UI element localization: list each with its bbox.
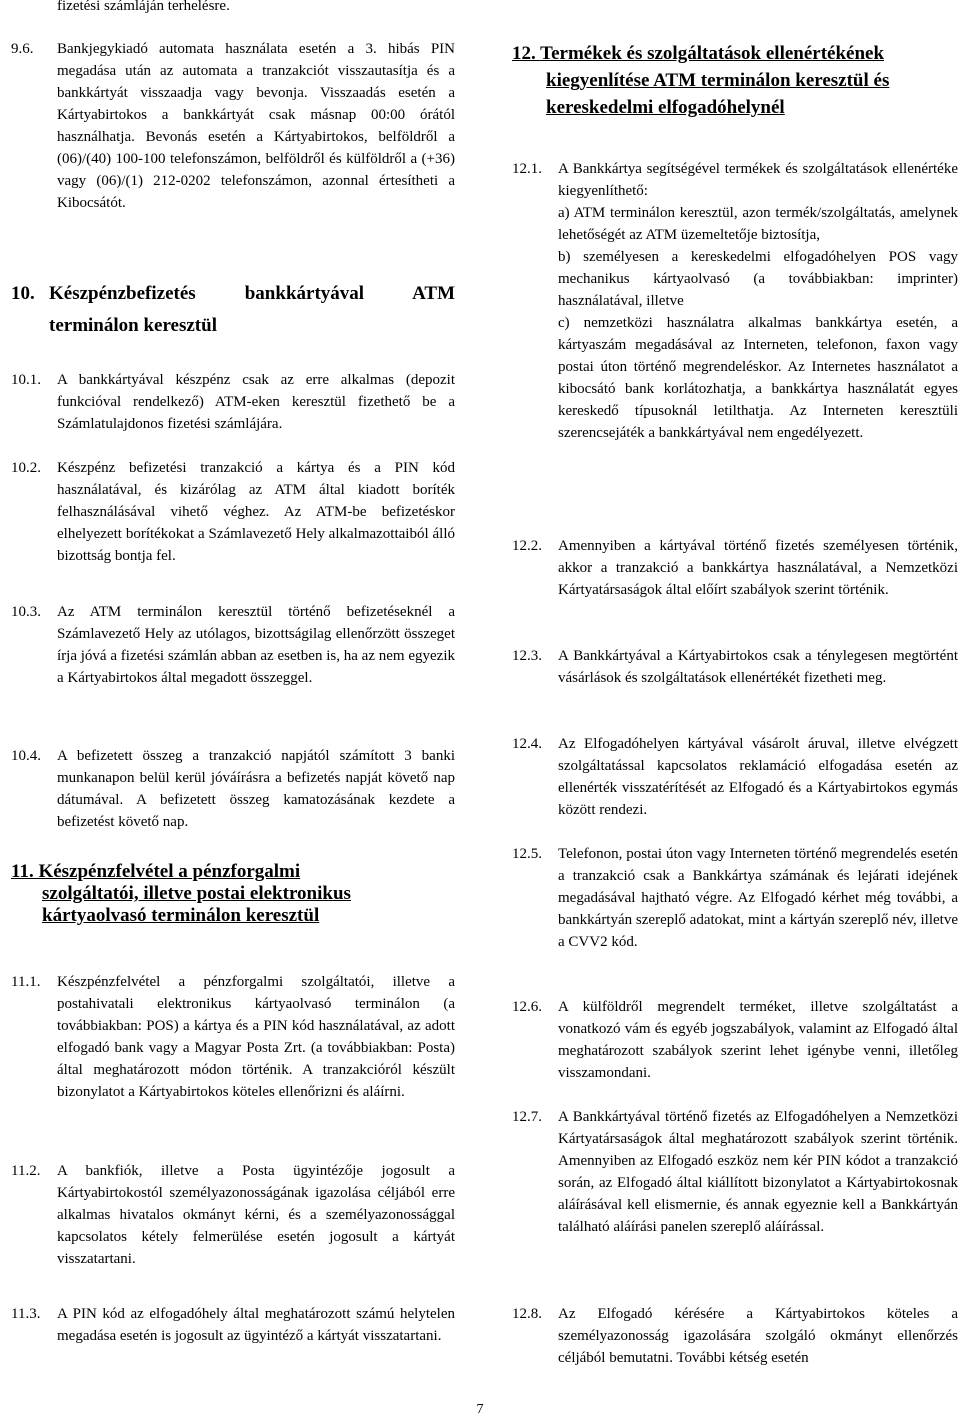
paragraph-number: 12.8. <box>512 1306 542 1322</box>
paragraph-number: 12.1. <box>512 161 542 177</box>
paragraph-text: Az ATM terminálon keresztül történő befizetéseknél a Számlavezető Hely az utólagos, bizottságilag ellenőrzött összeget írja jóvá a fizetési számlán abban az esetben is, ha az nem egyezik a Kártyabirtokos által megadott összeggel. <box>57 604 455 686</box>
paragraph-12-3 <box>512 645 958 689</box>
section-title-line-3: kártyaolvasó terminálon keresztül <box>42 905 320 926</box>
paragraph-10-4 <box>11 745 455 833</box>
paragraph-number: 12.2. <box>512 538 542 554</box>
paragraph-text: A befizetett összeg a tranzakció napjától számított 3 banki munkanapon belül kerül jóváírásra a befizetés napját követő nap dátumával. A befizetett összeg kamatozásának kezdete a befizetést követő nap. <box>57 748 455 830</box>
paragraph-number: 12.7. <box>512 1109 542 1125</box>
paragraph-intro: A Bankkártya segítségével termékek és szolgáltatások ellenértéke kiegyenlíthető: <box>558 161 958 199</box>
paragraph-10-3 <box>11 601 455 689</box>
paragraph-text: Az Elfogadó kérésére a Kártyabirtokos köteles a személyazonosság igazolására szolgáló okmányt ellenőrzés céljából bemutatni. További kétség esetén <box>558 1306 958 1366</box>
paragraph-10-2 <box>11 457 455 567</box>
list-item-b: b) személyesen a kereskedelmi elfogadóhelyen POS vagy mechanikus kártyaolvasó (a továbbiakban: imprinter) használatával, illetve <box>558 249 958 309</box>
paragraph-9-6 <box>11 38 455 214</box>
paragraph-text: Amennyiben a kártyával történő fizetés személyesen történik, akkor a tranzakció a bankkártya használatával, a Nemzetközi Kártyatársaságok által előírt szabályok szerint történik. <box>558 538 958 598</box>
paragraph-number: 12.5. <box>512 846 542 862</box>
paragraph-number: 11.1. <box>11 974 41 990</box>
section-title-line-2: szolgáltatói, illetve postai elektronikus <box>42 883 351 904</box>
paragraph-number: 10.4. <box>11 748 41 764</box>
paragraph-number: 10.2. <box>11 460 41 476</box>
paragraph-text: A PIN kód az elfogadóhely által meghatározott számú helytelen megadása esetén is jogosult az ügyintéző a kártyát visszatartani. <box>57 1306 455 1344</box>
paragraph-number: 11.2. <box>11 1163 41 1179</box>
paragraph-11-2 <box>11 1160 455 1270</box>
section-title-line-1: 11. Készpénzfelvétel a pénzforgalmi <box>11 861 301 882</box>
list-item-a: a) ATM terminálon keresztül, azon termék/szolgáltatás, amelynek lehetőségét az ATM üzemeltetője biztosítja, <box>558 205 958 243</box>
paragraph-12-6 <box>512 996 958 1084</box>
paragraph-11-3 <box>11 1303 455 1347</box>
paragraph-text: A külföldről megrendelt terméket, illetve szolgáltatást a vonatkozó vám és egyéb jogszabályok, valamint az Elfogadó által meghatározott szabályok szerint lehet igénybe venni, illetőleg visszamondani. <box>558 999 958 1081</box>
paragraph-text: A bankkártyával készpénz csak az erre alkalmas (depozit funkcióval rendelkező) ATM-eken keresztül fizethető be a Számlatulajdonos fizetési számlájára. <box>57 372 455 432</box>
paragraph-12-4 <box>512 733 958 821</box>
section-title-line-2: kiegyenlítése ATM terminálon keresztül és <box>546 70 890 91</box>
paragraph-text: Készpénzfelvétel a pénzforgalmi szolgáltatói, illetve a postahivatali elektronikus kártyaolvasó terminálon (a továbbiakban: POS) a kártya és a PIN kód használatával, az adott elfogadó bank vagy a Magyar Posta Zrt. (a továbbiakban: Posta) által meghatározott módon történik. A tranzakcióról készült bizonylatot a Kártyabirtokos köteles ellenőrizni és aláírni. <box>57 974 455 1100</box>
paragraph-text: Bankjegykiadó automata használata esetén a 3. hibás PIN megadása után az automata a tranzakciót visszautasítja és a bankkártyát visszaadja vagy bevonja. Visszaadás esetén a Kártyabirtokos a bankkártyát csak másnap 00:00 órától használhatja. Bevonás esetén a Kártyabirtokos, belföldről a (06)/(40) 100-100 telefonszámon, belföldről és külföldről a (+36) vagy (06)/(1) 212-0202 telefonszámon, azonnal értesítheti a Kibocsátót. <box>57 41 455 211</box>
paragraph-text: Készpénz befizetési tranzakció a kártya és a PIN kód használatával, és kizárólag az ATM által kiadott boríték felhasználásával vihető véghez. Az ATM-be befizetéskor elhelyezett borítékokat a Számlavezető Hely alkalmazottaiból álló bizottság bontja fel. <box>57 460 455 564</box>
paragraph-12-1 <box>512 158 958 444</box>
paragraph-10-1 <box>11 369 455 435</box>
section-title-line-1: 12. Termékek és szolgáltatások ellenértékének <box>512 43 885 64</box>
paragraph-number: 10.3. <box>11 604 41 620</box>
list-item-c: c) nemzetközi használatra alkalmas bankkártya esetén, a kártyaszám megadásával az Interneten, telefonon, faxon vagy postai úton történő megrendeléskor. Az Internetes használatot a kibocsátó bank korlátozhatja, a bankkártya használatát egyes kereskedő típusoknál letilthatja. Az Interneten keresztüli szerencsejáték a bankkártyával nem engedélyezett. <box>558 315 958 441</box>
section-number: 10. <box>11 283 35 304</box>
paragraph-text: Telefonon, postai úton vagy Interneten történő megrendelés esetén a tranzakció csak a Bankkártya számának és lejárati idejének megadásával hajtható végre. Az Elfogadó kérhet még további, a bankkártyán szereplő adatokat, mint a kártyán szereplő név, illetve a CVV2 kód. <box>558 846 958 950</box>
paragraph-text: A bankfiók, illetve a Posta ügyintézője jogosult a Kártyabirtokostól személyazonosságának igazolása céljából erre alkalmas hivatalos okmányt kérni, és a személyazonossággal kapcsolatos kétely felmerülése esetén jogosult a kártyát visszatartani. <box>57 1163 455 1267</box>
paragraph-number: 9.6. <box>11 41 34 57</box>
paragraph-12-8 <box>512 1303 958 1369</box>
paragraph-12-2 <box>512 535 958 601</box>
paragraph-fragment: fizetési számláján terhelésre. <box>57 0 230 14</box>
paragraph-text: Az Elfogadóhelyen kártyával vásárolt áruval, illetve elvégzett szolgáltatással kapcsolatos reklamáció elfogadása esetén az ellenérték visszatérítését az Elfogadó és a Kártyabirtokos egymás között rendezi. <box>558 736 958 818</box>
paragraph-number: 11.3. <box>11 1306 41 1322</box>
section-11-heading <box>11 861 455 927</box>
paragraph-text: A Bankkártyával történő fizetés az Elfogadóhelyen a Nemzetközi Kártyatársaságok által meghatározott szabályok szerint történik. Amennyiben az Elfogadó eszköz nem kér PIN kódot a tranzakció során, az Elfogadó által kiállított bizonylatot a Kártyabirtokosnak aláírásával kell elismernie, és annak egyeznie kell a Bankkártyán található aláírási panelen szereplő aláírással. <box>558 1109 958 1235</box>
section-title: Készpénzbefizetés bankkártyával ATM terminálon keresztül <box>49 283 455 336</box>
paragraph-number: 12.6. <box>512 999 542 1015</box>
paragraph-11-1 <box>11 971 455 1103</box>
paragraph-number: 12.3. <box>512 648 542 664</box>
section-title-line-3: kereskedelmi elfogadóhelynél <box>546 97 785 118</box>
page-number: 7 <box>476 1402 484 1417</box>
paragraph-12-5 <box>512 843 958 953</box>
paragraph-number: 10.1. <box>11 372 41 388</box>
paragraph-12-7 <box>512 1106 958 1238</box>
section-10-heading <box>11 278 455 342</box>
section-12-heading <box>512 40 958 121</box>
paragraph-number: 12.4. <box>512 736 542 752</box>
paragraph-text: A Bankkártyával a Kártyabirtokos csak a ténylegesen megtörtént vásárlások és szolgáltatások ellenértékét fizetheti meg. <box>558 648 958 686</box>
